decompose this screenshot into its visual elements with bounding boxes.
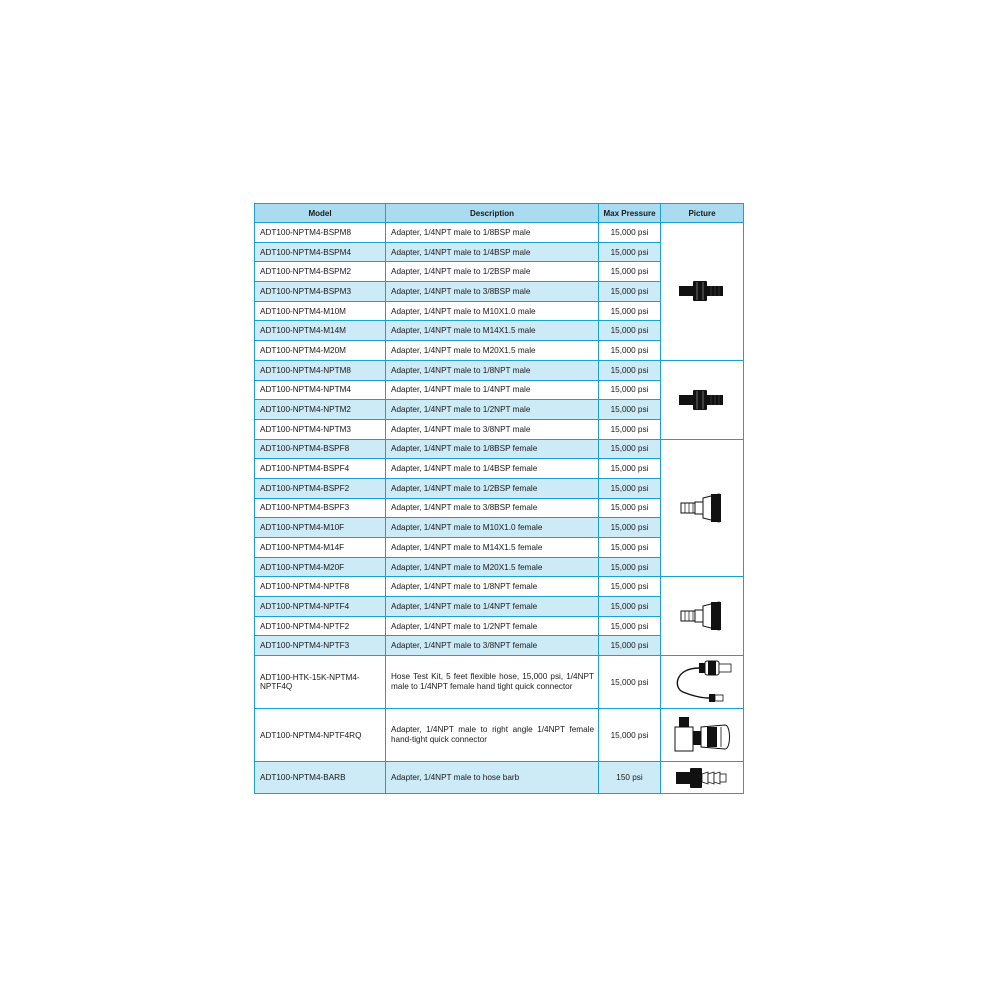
pressure-cell: 15,000 psi bbox=[599, 498, 661, 518]
header-max-pressure: Max Pressure bbox=[599, 204, 661, 223]
pressure-cell: 15,000 psi bbox=[599, 478, 661, 498]
model-cell: ADT100-NPTM4-M20F bbox=[255, 557, 386, 577]
model-cell: ADT100-NPTM4-M10F bbox=[255, 518, 386, 538]
description-cell: Adapter, 1/4NPT male to 1/2BSP male bbox=[386, 262, 599, 282]
description-cell: Adapter, 1/4NPT male to hose barb bbox=[386, 762, 599, 794]
hose-test-kit-icon bbox=[669, 658, 735, 706]
model-cell: ADT100-NPTM4-NPTF3 bbox=[255, 636, 386, 656]
model-cell: ADT100-NPTM4-BSPF4 bbox=[255, 459, 386, 479]
description-cell: Adapter, 1/4NPT male to 1/4BSP female bbox=[386, 459, 599, 479]
pressure-cell: 15,000 psi bbox=[599, 282, 661, 302]
description-cell: Adapter, 1/4NPT male to 1/2NPT male bbox=[386, 400, 599, 420]
pressure-cell: 15,000 psi bbox=[599, 597, 661, 617]
header-picture: Picture bbox=[661, 204, 744, 223]
model-cell: ADT100-NPTM4-NPTM4 bbox=[255, 380, 386, 400]
model-cell: ADT100-NPTM4-NPTM2 bbox=[255, 400, 386, 420]
picture-cell bbox=[661, 223, 744, 361]
model-cell: ADT100-HTK-15K-NPTM4-NPTF4Q bbox=[255, 656, 386, 709]
model-cell: ADT100-NPTM4-M20M bbox=[255, 341, 386, 361]
description-cell: Adapter, 1/4NPT male to M14X1.5 female bbox=[386, 538, 599, 558]
description-cell: Adapter, 1/4NPT male to M14X1.5 male bbox=[386, 321, 599, 341]
table-row bbox=[255, 360, 744, 380]
picture-cell bbox=[661, 762, 744, 794]
pressure-cell: 15,000 psi bbox=[599, 518, 661, 538]
pressure-cell: 15,000 psi bbox=[599, 616, 661, 636]
model-cell: ADT100-NPTM4-BSPM8 bbox=[255, 223, 386, 243]
model-cell: ADT100-NPTM4-BSPM3 bbox=[255, 282, 386, 302]
table-row bbox=[255, 223, 744, 243]
model-cell: ADT100-NPTM4-BARB bbox=[255, 762, 386, 794]
male-male-adapter-icon bbox=[677, 387, 727, 413]
pressure-cell: 15,000 psi bbox=[599, 360, 661, 380]
picture-cell bbox=[661, 439, 744, 577]
picture-cell bbox=[661, 656, 744, 709]
description-cell: Adapter, 1/4NPT male to 1/2BSP female bbox=[386, 478, 599, 498]
description-cell: Adapter, 1/4NPT male to M20X1.5 female bbox=[386, 557, 599, 577]
description-cell: Adapter, 1/4NPT male to 3/8BSP female bbox=[386, 498, 599, 518]
pressure-cell: 15,000 psi bbox=[599, 538, 661, 558]
description-cell: Adapter, 1/4NPT male to 3/8BSP male bbox=[386, 282, 599, 302]
table-row bbox=[255, 762, 744, 794]
description-cell: Adapter, 1/4NPT male to 1/8BSP male bbox=[386, 223, 599, 243]
model-cell: ADT100-NPTM4-M14M bbox=[255, 321, 386, 341]
pressure-cell: 15,000 psi bbox=[599, 709, 661, 762]
pressure-cell: 15,000 psi bbox=[599, 380, 661, 400]
description-cell: Adapter, 1/4NPT male to 3/8NPT female bbox=[386, 636, 599, 656]
product-table bbox=[254, 203, 744, 794]
description-cell: Adapter, 1/4NPT male to right angle 1/4NPT female hand-tight quick connector bbox=[386, 709, 599, 762]
pressure-cell: 15,000 psi bbox=[599, 262, 661, 282]
pressure-cell: 15,000 psi bbox=[599, 242, 661, 262]
model-cell: ADT100-NPTM4-M10M bbox=[255, 301, 386, 321]
pressure-cell: 15,000 psi bbox=[599, 301, 661, 321]
model-cell: ADT100-NPTM4-NPTF2 bbox=[255, 616, 386, 636]
male-female-adapter-icon bbox=[677, 596, 727, 636]
pressure-cell: 15,000 psi bbox=[599, 321, 661, 341]
hose-barb-icon bbox=[674, 766, 730, 790]
table-row bbox=[255, 577, 744, 597]
pressure-cell: 15,000 psi bbox=[599, 656, 661, 709]
pressure-cell: 15,000 psi bbox=[599, 419, 661, 439]
description-cell: Adapter, 1/4NPT male to 1/8NPT female bbox=[386, 577, 599, 597]
description-cell: Adapter, 1/4NPT male to 1/8BSP female bbox=[386, 439, 599, 459]
header-model: Model bbox=[255, 204, 386, 223]
header-description: Description bbox=[386, 204, 599, 223]
header-row bbox=[255, 204, 744, 223]
pressure-cell: 15,000 psi bbox=[599, 577, 661, 597]
pressure-cell: 15,000 psi bbox=[599, 439, 661, 459]
model-cell: ADT100-NPTM4-NPTM3 bbox=[255, 419, 386, 439]
table-row bbox=[255, 439, 744, 459]
description-cell: Adapter, 1/4NPT male to M10X1.0 male bbox=[386, 301, 599, 321]
model-cell: ADT100-NPTM4-NPTM8 bbox=[255, 360, 386, 380]
model-cell: ADT100-NPTM4-NPTF4RQ bbox=[255, 709, 386, 762]
right-angle-connector-icon bbox=[669, 715, 735, 755]
pressure-cell: 150 psi bbox=[599, 762, 661, 794]
model-cell: ADT100-NPTM4-BSPF8 bbox=[255, 439, 386, 459]
picture-cell bbox=[661, 709, 744, 762]
picture-cell bbox=[661, 577, 744, 656]
pressure-cell: 15,000 psi bbox=[599, 400, 661, 420]
description-cell: Hose Test Kit, 5 feet flexible hose, 15,000 psi, 1/4NPT male to 1/4NPT female hand tight quick connector bbox=[386, 656, 599, 709]
description-cell: Adapter, 1/4NPT male to 1/4NPT female bbox=[386, 597, 599, 617]
pressure-cell: 15,000 psi bbox=[599, 459, 661, 479]
male-female-adapter-icon bbox=[677, 488, 727, 528]
table-row bbox=[255, 709, 744, 762]
pressure-cell: 15,000 psi bbox=[599, 341, 661, 361]
pressure-cell: 15,000 psi bbox=[599, 223, 661, 243]
model-cell: ADT100-NPTM4-NPTF4 bbox=[255, 597, 386, 617]
pressure-cell: 15,000 psi bbox=[599, 557, 661, 577]
male-male-adapter-icon bbox=[677, 278, 727, 304]
model-cell: ADT100-NPTM4-BSPF3 bbox=[255, 498, 386, 518]
model-cell: ADT100-NPTM4-BSPM2 bbox=[255, 262, 386, 282]
model-cell: ADT100-NPTM4-M14F bbox=[255, 538, 386, 558]
table-row bbox=[255, 656, 744, 709]
pressure-cell: 15,000 psi bbox=[599, 636, 661, 656]
model-cell: ADT100-NPTM4-BSPM4 bbox=[255, 242, 386, 262]
model-cell: ADT100-NPTM4-BSPF2 bbox=[255, 478, 386, 498]
description-cell: Adapter, 1/4NPT male to 1/4BSP male bbox=[386, 242, 599, 262]
picture-cell bbox=[661, 360, 744, 439]
description-cell: Adapter, 1/4NPT male to 1/8NPT male bbox=[386, 360, 599, 380]
model-cell: ADT100-NPTM4-NPTF8 bbox=[255, 577, 386, 597]
description-cell: Adapter, 1/4NPT male to 1/2NPT female bbox=[386, 616, 599, 636]
description-cell: Adapter, 1/4NPT male to 1/4NPT male bbox=[386, 380, 599, 400]
description-cell: Adapter, 1/4NPT male to 3/8NPT male bbox=[386, 419, 599, 439]
description-cell: Adapter, 1/4NPT male to M20X1.5 male bbox=[386, 341, 599, 361]
description-cell: Adapter, 1/4NPT male to M10X1.0 female bbox=[386, 518, 599, 538]
